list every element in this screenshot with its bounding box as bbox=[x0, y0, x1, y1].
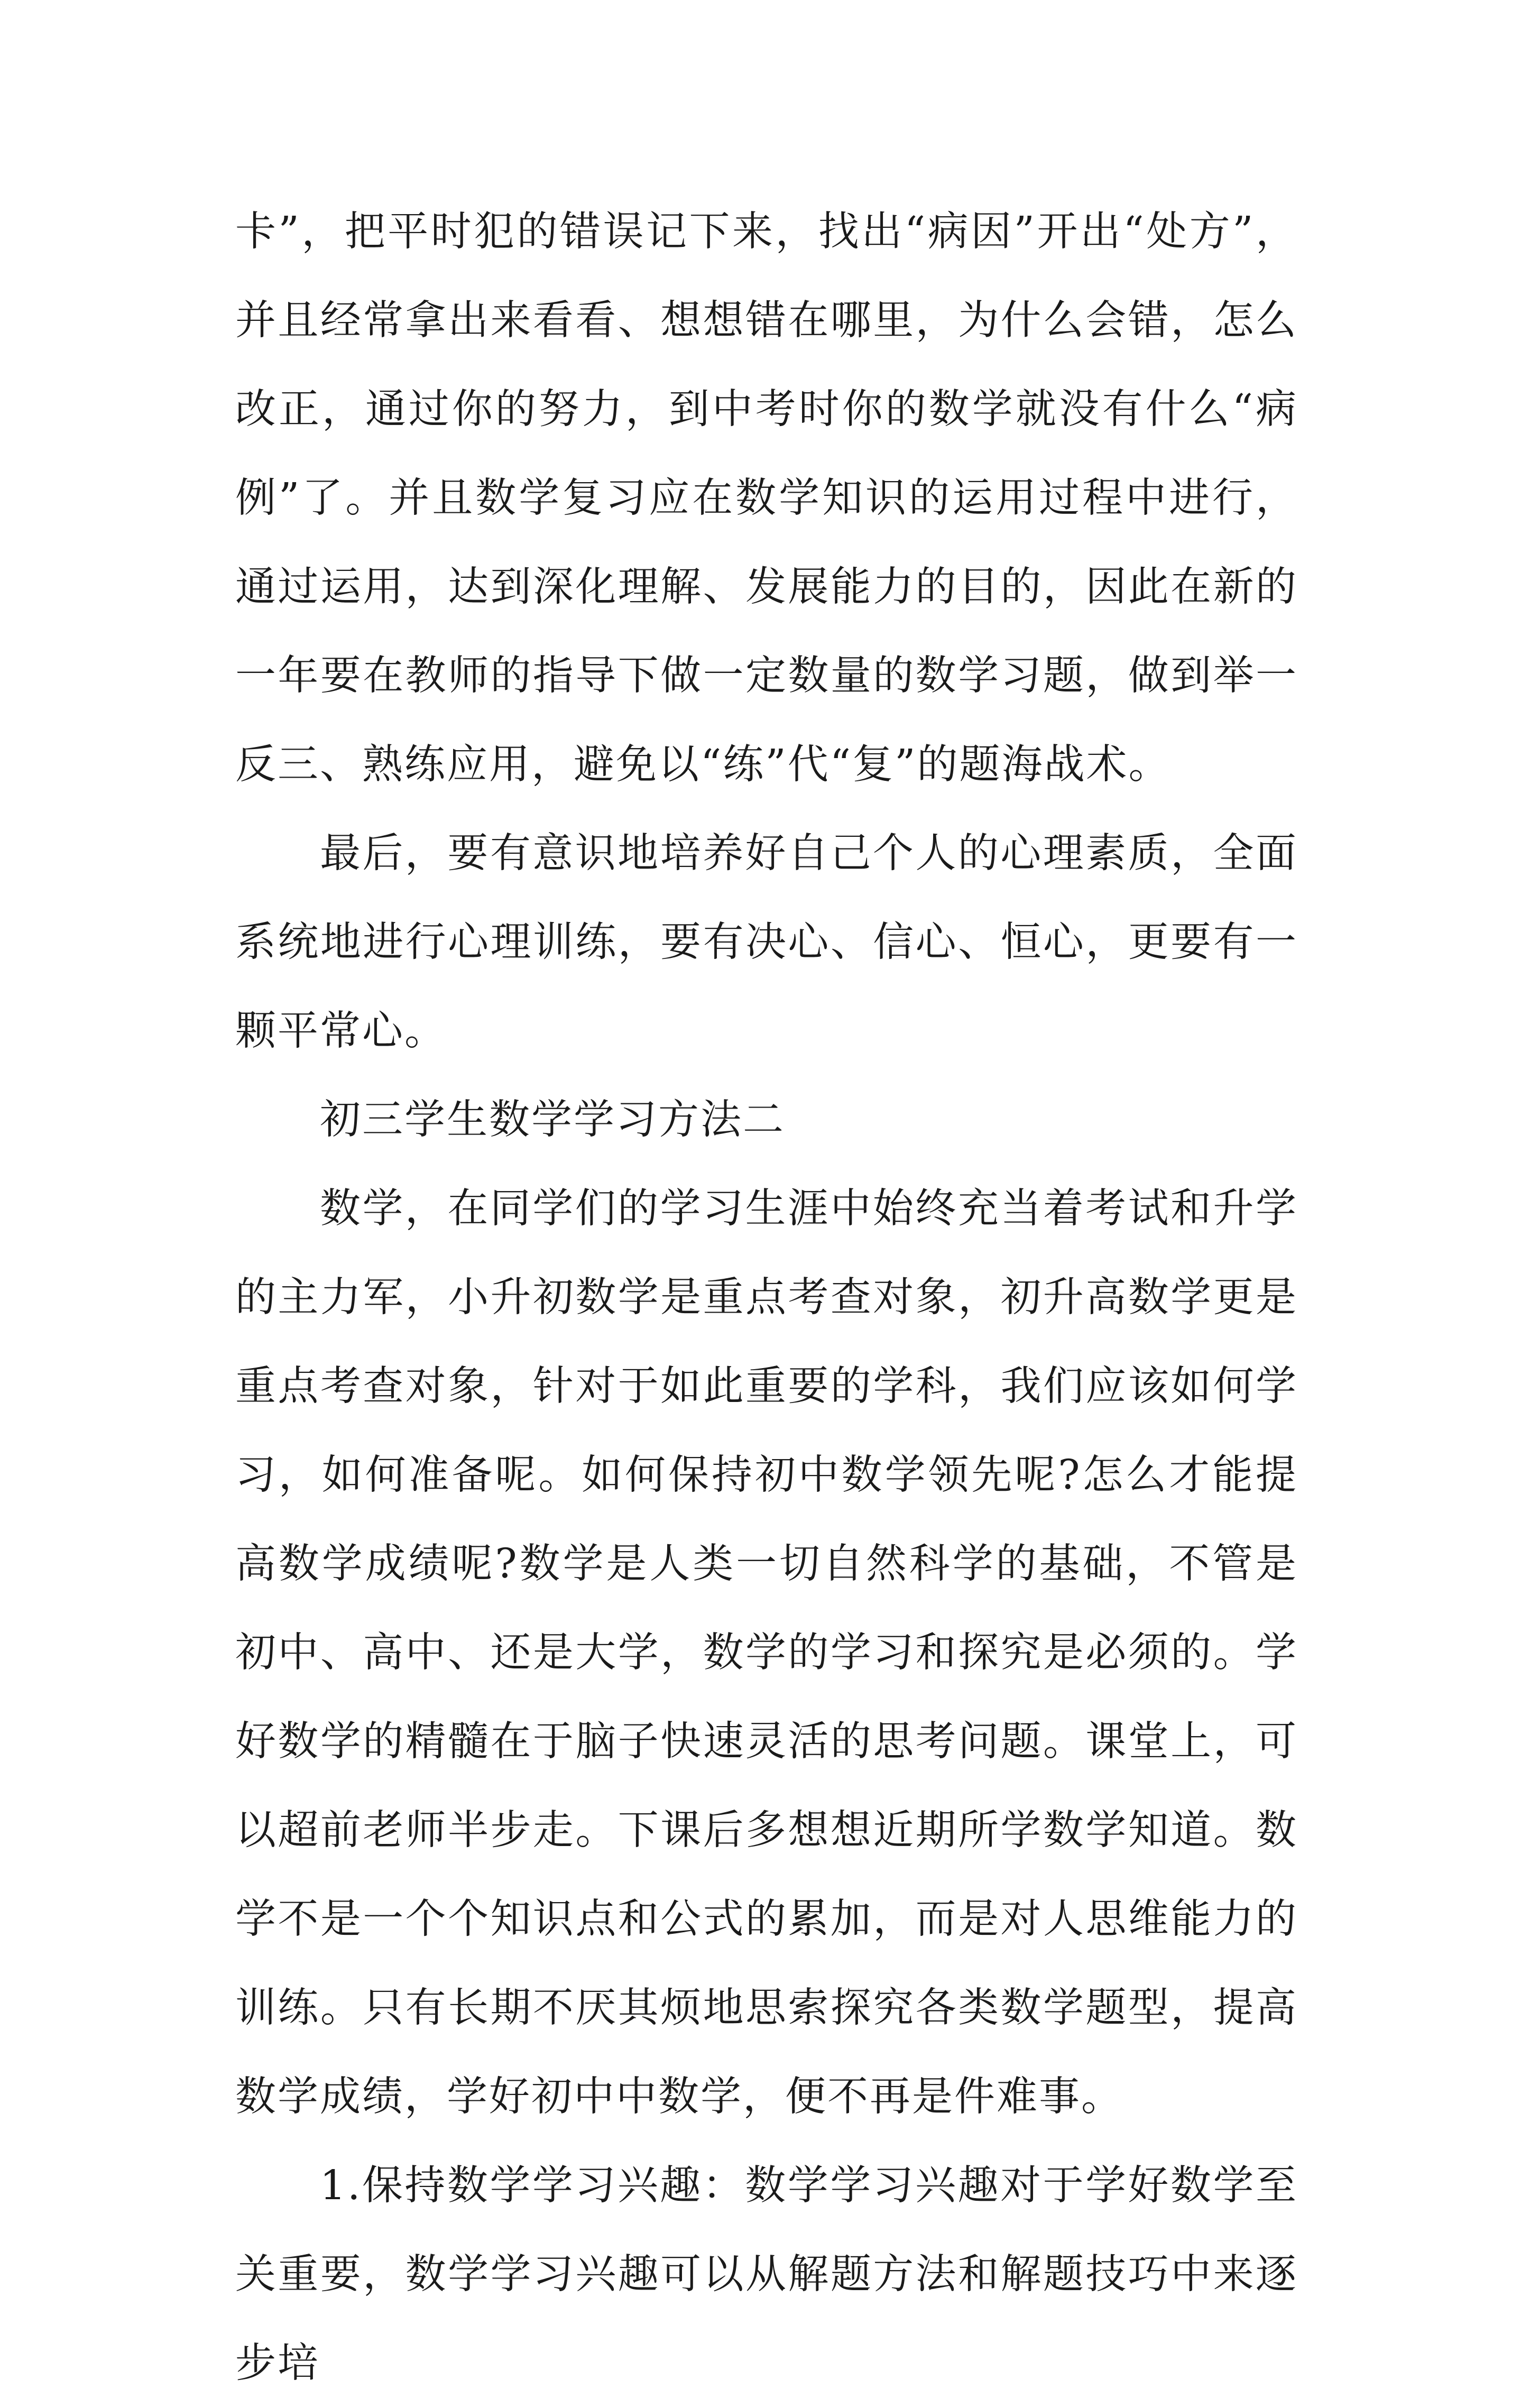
paragraph-point-1: 1.保持数学学习兴趣：数学学习兴趣对于学好数学至关重要，数学学习兴趣可以从解题方法和解题技巧中来逐步培 bbox=[235, 2162, 1298, 2387]
paragraph-math-intro: 数学，在同学们的学习生涯中始终充当着考试和升学的主力军，小升初数学是重点考查对象，初升高数学更是重点考查对象，针对于如此重要的学科，我们应该如何学习，如何准备呢。如何保持初中数学领先呢?怎么才能提高数学成绩呢?数学是人类一切自然科学的基础，不管是初中、高中、还是大学，数学的学习和探究是必须的。学好数学的精髓在于脑子快速灵活的思考问题。课堂上，可以超前老师半步走。下课后多想想近期所学数学知道。数学不是一个个知识点和公式的累加，而是对人思维能力的训练。只有长期不厌其烦地思索探究各类数学题型，提高数学成绩，学好初中中数学，便不再是件难事。 bbox=[235, 1185, 1298, 2120]
section-heading: 初三学生数学学习方法二 bbox=[320, 1096, 785, 1143]
paragraph-psychology: 最后，要有意识地培养好自己个人的心理素质，全面系统地进行心理训练，要有决心、信心、恒心，更要有一颗平常心。 bbox=[235, 830, 1298, 1055]
document-page bbox=[235, 188, 1298, 2408]
paragraph-error-notebook: 卡”，把平时犯的错误记下来，找出“病因”开出“处方”，并且经常拿出来看看、想想错在哪里，为什么会错，怎么改正，通过你的努力，到中考时你的数学就没有什么“病例”了。并且数学复习应在数学知识的运用过程中进行，通过运用，达到深化理解、发展能力的目的，因此在新的一年要在教师的指导下做一定数量的数学习题，做到举一反三、熟练应用，避免以“练”代“复”的题海战术。 bbox=[235, 208, 1298, 788]
